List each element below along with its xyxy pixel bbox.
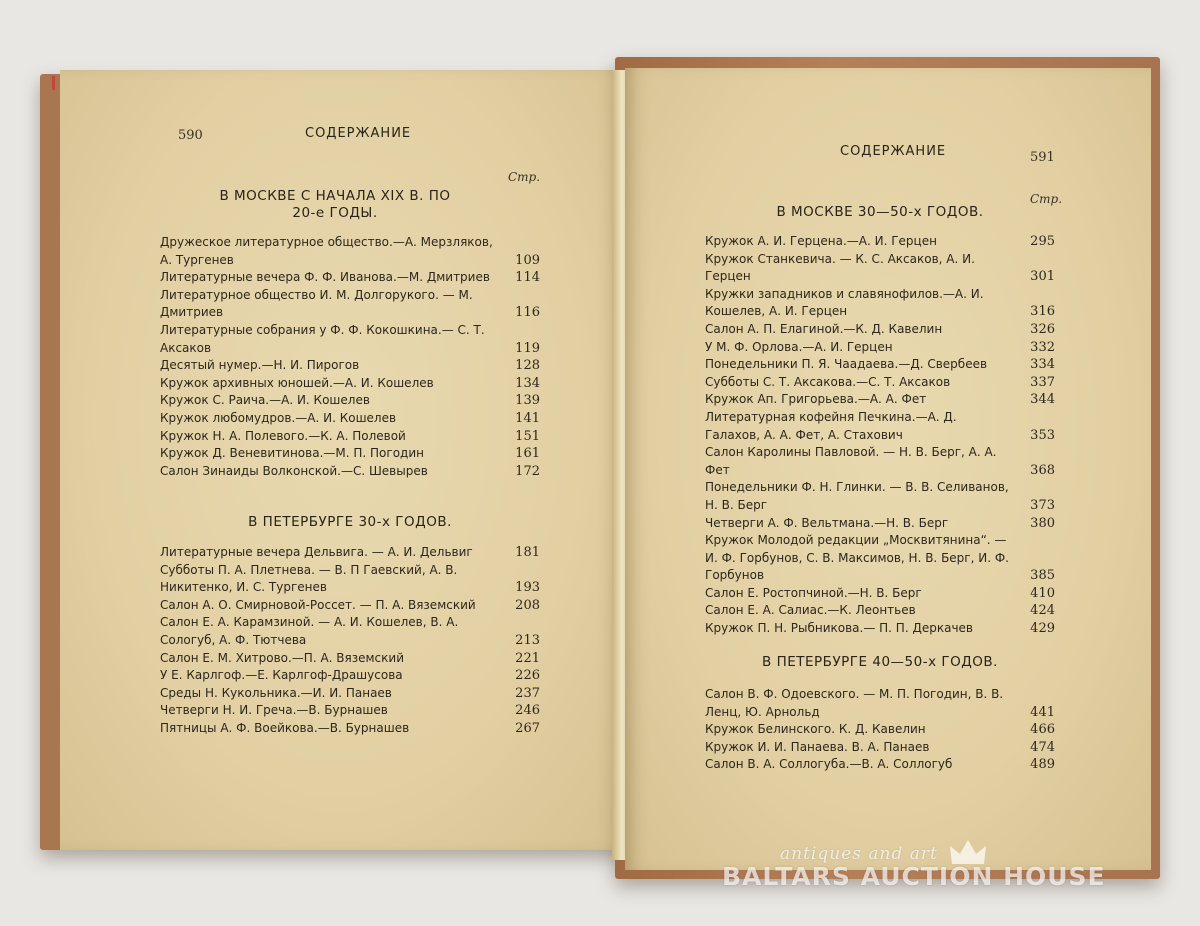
toc-entry-title: Понедельники Ф. Н. Глинки. — В. В. Селиванов, Н. В. Берг — [705, 480, 1009, 512]
toc-entry — [160, 702, 540, 720]
toc-entry-title: Среды Н. Кукольника.—И. И. Панаев — [160, 685, 392, 700]
toc-entry-page: 237 — [515, 685, 540, 701]
toc-entry-title: Кружок любомудров.—А. И. Кошелев — [160, 410, 397, 425]
left-section-title-1: В МОСКВЕ С НАЧАЛА XIX В. ПО 20-е ГОДЫ. — [219, 188, 451, 221]
toc-entry — [705, 739, 1055, 757]
toc-entry-title: Четверги А. Ф. Вельтмана.—Н. В. Берг — [705, 515, 949, 530]
toc-entry-title: Салон Каролины Павловой. — Н. В. Берг, А. А. Фет — [705, 445, 997, 477]
toc-entry-title: Салон В. Ф. Одоевского. — М. П. Погодин, В. В. Ленц, Ю. Арнольд — [705, 687, 1004, 719]
watermark-brand: BALTARS AUCTION HOUSE — [722, 862, 1106, 891]
right-section-title-1: В МОСКВЕ 30—50-х ГОДОВ. — [776, 204, 984, 220]
toc-entry — [160, 650, 540, 668]
toc-entry-title: Кружок С. Раича.—А. И. Кошелев — [160, 393, 370, 408]
toc-entry-page: 119 — [515, 340, 540, 356]
toc-entry-title: Литературные вечера Дельвига. — А. И. Дельвиг — [160, 545, 473, 559]
toc-entry-page: 213 — [515, 632, 540, 648]
toc-entry — [160, 614, 540, 649]
left-running-head: СОДЕРЖАНИЕ — [305, 126, 412, 141]
toc-entry-page: 181 — [515, 545, 540, 560]
right-page-number: 591 — [1030, 150, 1055, 165]
toc-entry-page: 429 — [1030, 621, 1055, 637]
toc-entry — [705, 721, 1055, 739]
toc-entry — [705, 251, 1055, 286]
toc-entry — [705, 339, 1055, 357]
toc-entry-page: 161 — [515, 446, 540, 462]
toc-entry — [705, 233, 1055, 251]
toc-entry-title: Салон Е. Ростопчиной.—Н. В. Берг — [705, 585, 922, 600]
toc-entry-title: Кружок И. И. Панаева. В. А. Панаев — [705, 739, 930, 754]
toc-entry — [160, 562, 540, 597]
toc-entry-title: Салон Е. А. Салиас.—К. Леонтьев — [705, 603, 916, 618]
toc-entry-title: Кружок Белинского. К. Д. Кавелин — [705, 722, 926, 737]
toc-entry-page: 332 — [1030, 339, 1055, 355]
toc-entry — [705, 321, 1055, 339]
toc-entry-title: Кружок П. Н. Рыбникова.— П. П. Деркачев — [705, 621, 973, 636]
toc-entry — [705, 686, 1055, 721]
toc-entry-title: Кружок Ап. Григорьева.—А. А. Фет — [705, 392, 927, 407]
toc-entry-page: 344 — [1030, 392, 1055, 408]
right-running-head: СОДЕРЖАНИЕ — [840, 144, 947, 159]
toc-entry-title: Кружок Д. Веневитинова.—М. П. Погодин — [160, 446, 424, 461]
toc-entry — [705, 602, 1055, 620]
toc-entry — [160, 392, 540, 410]
spine-edge — [52, 76, 55, 90]
toc-entry-title: Салон Зинаиды Волконской.—С. Шевырев — [160, 463, 428, 478]
toc-entry-page: 474 — [1030, 739, 1055, 755]
toc-entry — [705, 532, 1055, 585]
toc-entry-page: 410 — [1030, 585, 1055, 601]
toc-entry-page: 193 — [515, 580, 540, 596]
toc-entry-page: 380 — [1030, 515, 1055, 531]
toc-entry — [160, 287, 540, 322]
toc-entry-title: Кружок Станкевича. — К. С. Аксаков, А. И. Герцен — [705, 251, 975, 284]
toc-entry-page: 141 — [515, 410, 540, 426]
toc-entry-page: 172 — [515, 463, 540, 479]
toc-entry-title: Кружки западников и славянофилов.—А. И. Кошелев, А. И. Герцен — [705, 286, 984, 319]
toc-entry-title: Литературные собрания у Ф. Ф. Кокошкина.— С. Т. Аксаков — [160, 322, 485, 355]
toc-entry-page: 128 — [515, 358, 540, 374]
toc-entry — [160, 269, 540, 287]
right-page — [625, 68, 1151, 870]
toc-entry-title: Четверги Н. И. Греча.—В. Бурнашев — [160, 703, 388, 718]
toc-entry-page: 301 — [1030, 269, 1055, 285]
toc-entry-title: Салон В. А. Соллогуба.—В. А. Соллогуб — [705, 757, 953, 772]
toc-entry-page: 114 — [515, 270, 540, 286]
toc-entry-title: У Е. Карлгоф.—Е. Карлгоф-Драшусова — [160, 668, 403, 683]
toc-entry-title: Субботы П. А. Плетнева. — В. П Гаевский, А. В. Никитенко, И. С. Тургенев — [160, 562, 458, 595]
toc-entry — [705, 479, 1055, 514]
toc-entry-page: 139 — [515, 393, 540, 409]
toc-entry-page: 368 — [1030, 462, 1055, 478]
toc-entry-title: Кружок А. И. Герцена.—А. И. Герцен — [705, 234, 937, 248]
toc-entry-page: 466 — [1030, 722, 1055, 738]
watermark — [690, 838, 1170, 898]
toc-entry — [160, 463, 540, 481]
toc-entry-page: 134 — [515, 375, 540, 391]
toc-entry-page: 267 — [515, 720, 540, 736]
toc-entry — [160, 322, 540, 357]
toc-entry-title: Литературные вечера Ф. Ф. Иванова.—М. Дмитриев — [160, 270, 490, 285]
toc-entry-page: 151 — [515, 428, 540, 444]
toc-entry — [705, 391, 1055, 409]
toc-entry-title: Салон Е. М. Хитрово.—П. А. Вяземский — [160, 650, 404, 665]
toc-entry-page: 116 — [515, 305, 540, 321]
toc-entry-title: Десятый нумер.—Н. И. Пирогов — [160, 358, 360, 373]
toc-entry — [160, 375, 540, 393]
toc-entry — [160, 410, 540, 428]
toc-entry — [160, 720, 540, 738]
left-section-2-entries — [160, 544, 540, 738]
toc-entry-page: 334 — [1030, 357, 1055, 373]
toc-entry-page: 295 — [1030, 234, 1055, 249]
right-page-column-label: Стр. — [1030, 192, 1063, 206]
toc-entry-page: 385 — [1030, 568, 1055, 584]
toc-entry-title: Дружеское литературное общество.—А. Мерзляков, А. Тургенев — [160, 235, 493, 267]
toc-entry-page: 226 — [515, 668, 540, 684]
toc-entry-page: 424 — [1030, 603, 1055, 619]
right-section-title-2: В ПЕТЕРБУРГЕ 40—50-х ГОДОВ. — [762, 654, 998, 670]
toc-entry — [160, 597, 540, 615]
toc-entry — [705, 756, 1055, 774]
left-section-1-entries — [160, 234, 540, 480]
toc-entry — [160, 685, 540, 703]
toc-entry-page: 337 — [1030, 374, 1055, 390]
toc-entry — [705, 620, 1055, 638]
left-page-column-label: Стр. — [508, 170, 541, 184]
toc-entry — [705, 356, 1055, 374]
toc-entry — [160, 428, 540, 446]
toc-entry-title: Салон А. П. Елагиной.—К. Д. Кавелин — [705, 321, 943, 336]
toc-entry-title: Литературное общество И. М. Долгорукого. — М. Дмитриев — [160, 287, 473, 320]
toc-entry-page: 489 — [1030, 757, 1055, 773]
toc-entry — [705, 409, 1055, 444]
toc-entry — [160, 357, 540, 375]
toc-entry-page: 246 — [515, 703, 540, 719]
toc-entry-title: Кружок Н. А. Полевого.—К. А. Полевой — [160, 428, 406, 443]
toc-entry-title: Салон Е. А. Карамзиной. — А. И. Кошелев, В. А. Сологуб, А. Ф. Тютчева — [160, 615, 459, 647]
left-page — [60, 70, 620, 850]
toc-entry-title: Литературная кофейня Печкина.—А. Д. Галахов, А. А. Фет, А. Стахович — [705, 409, 957, 442]
toc-entry-page: 353 — [1030, 427, 1055, 443]
toc-entry-page: 373 — [1030, 497, 1055, 513]
toc-entry-page: 316 — [1030, 304, 1055, 320]
toc-entry — [705, 585, 1055, 603]
toc-entry-title: Понедельники П. Я. Чаадаева.—Д. Свербеев — [705, 357, 988, 372]
left-section-title-2: В ПЕТЕРБУРГЕ 30-х ГОДОВ. — [248, 514, 452, 530]
toc-entry-title: Пятницы А. Ф. Воейкова.—В. Бурнашев — [160, 720, 410, 735]
toc-entry-title: У М. Ф. Орлова.—А. И. Герцен — [705, 339, 893, 354]
toc-entry — [160, 445, 540, 463]
toc-entry — [705, 515, 1055, 533]
watermark-tagline: antiques and art — [780, 844, 938, 864]
toc-entry-title: Кружок Молодой редакции „Москвитянина“. — И. Ф. Горбунов, С. В. Максимов, Н. В. Берг, И. Ф. Горбунов — [705, 533, 1009, 583]
left-page-number: 590 — [178, 128, 203, 143]
right-section-1-entries — [705, 233, 1055, 638]
toc-entry-page: 109 — [515, 252, 540, 268]
toc-entry — [705, 444, 1055, 479]
toc-entry-page: 326 — [1030, 321, 1055, 337]
toc-entry — [160, 667, 540, 685]
toc-entry — [705, 286, 1055, 321]
toc-entry — [160, 234, 540, 269]
right-section-2-entries — [705, 686, 1055, 774]
toc-entry-page: 441 — [1030, 704, 1055, 720]
toc-entry — [160, 544, 540, 562]
toc-entry — [705, 374, 1055, 392]
toc-entry-title: Субботы С. Т. Аксакова.—С. Т. Аксаков — [705, 374, 951, 389]
toc-entry-page: 208 — [515, 597, 540, 613]
toc-entry-page: 221 — [515, 650, 540, 666]
toc-entry-title: Салон А. О. Смирновой-Россет. — П. А. Вяземский — [160, 597, 476, 612]
toc-entry-title: Кружок архивных юношей.—А. И. Кошелев — [160, 375, 434, 390]
